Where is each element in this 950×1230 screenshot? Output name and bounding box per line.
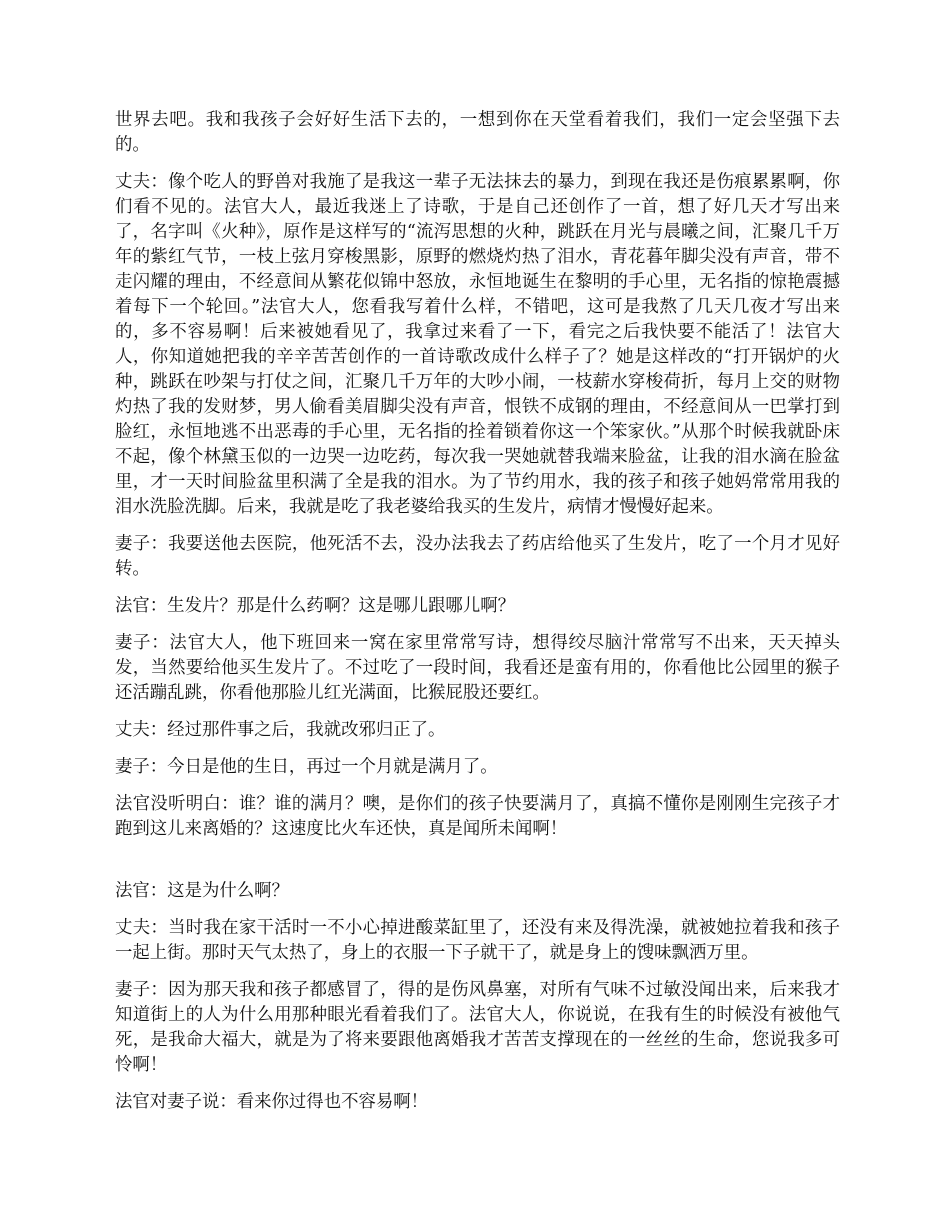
paragraph-judge-confused: 法官没听明白：谁？谁的满月？噢，是你们的孩子快要满月了，真搞不懂你是刚刚生完孩子才跑到这儿来离婚的？这速度比火车还快，真是闻所未闻啊！ — [115, 794, 840, 839]
paragraph-wife-cold: 妻子：因为那天我和孩子都感冒了，得的是伤风鼻塞，对所有气味不过敏没闻出来，后来我才知道街上的人为什么用那种眼光看着我们了。法官大人，你说说，在我有生的时候没有被他气死，是我命大福大，就是为了将来要跟他离婚我才苦苦支撑现在的一丝丝的生命，您说我多可怜啊！ — [115, 980, 840, 1075]
paragraph-continuation: 世界去吧。我和我孩子会好好生活下去的，一想到你在天堂看着我们，我们一定会坚强下去的。 — [115, 110, 840, 155]
document-body — [115, 108, 840, 1127]
paragraph-wife-explanation: 妻子：法官大人，他下班回来一窝在家里常常写诗，想得绞尽脑汁常常写不出来，天天掉头发，当然要给他买生发片了。不过吃了一段时间，我看还是蛮有用的，你看他比公园里的猴子还活蹦乱跳，你看他那脸儿红光满面，比猴屁股还要红。 — [115, 633, 840, 703]
paragraph-judge-question: 法官：生发片？那是什么药啊？这是哪儿跟哪儿啊？ — [115, 596, 515, 616]
paragraph-wife-birthday: 妻子：今日是他的生日，再过一个月就是满月了。 — [115, 757, 498, 777]
paragraph-judge-to-wife: 法官对妻子说：看来你过得也不容易啊！ — [115, 1092, 429, 1112]
paragraph-judge-why: 法官：这是为什么啊？ — [115, 881, 289, 901]
paragraph-husband-pickle-jar: 丈夫：当时我在家干活时一不小心掉进酸菜缸里了，还没有来及得洗澡，就被她拉着我和孩子一起上街。那时天气太热了，身上的衣服一下子就干了，就是身上的馊味飘洒万里。 — [115, 918, 840, 963]
paragraph-husband-poem: 丈夫：像个吃人的野兽对我施了是我这一辈子无法抹去的暴力，到现在我还是伤痕累累啊，你们看不见的。法官大人，最近我迷上了诗歌，于是自己还创作了一首，想了好几天才写出来了，名字叫《火种》，原作是这样写的“流泻思想的火种，跳跃在月光与晨曦之间，汇聚几千万年的紫红气节，一枝上弦月穿梭黑影，原野的燃烧灼热了泪水，青花暮年脚尖没有声音，带不走闪耀的理由，不经意间从繁花似锦中怒放，永恒地诞生在黎明的手心里，无名指的惊艳震撼着每下一个轮回。”法官大人，您看我写着什么样，不错吧，这可是我熬了几天几夜才写出来的，多不容易啊！后来被她看见了，我拿过来看了一下，看完之后我快要不能活了！法官大人，你知道她把我的辛辛苦苦创作的一首诗歌改成什么样子了？她是这样改的“打开锅炉的火种，跳跃在吵架与打仗之间，汇聚几千万年的大吵小闹，一枝薪水穿梭荷折，每月上交的财物灼热了我的发财梦，男人偷看美眉脚尖没有声音，恨铁不成钢的理由，不经意间从一巴掌打到脸红，永恒地逃不出恶毒的手心里，无名指的拴着锁着你这一个笨家伙。”从那个时候我就卧床不起，像个林黛玉似的一边哭一边吃药，每次我一哭她就替我端来脸盆，让我的泪水滴在脸盆里，才一天时间脸盆里积满了全是我的泪水。为了节约用水，我的孩子和孩子她妈常常用我的泪水洗脸洗脚。后来，我就是吃了我老婆给我买的生发片，病情才慢慢好起来。 — [115, 172, 840, 517]
paragraph-husband-reform: 丈夫：经过那件事之后，我就改邪归正了。 — [115, 720, 446, 740]
paragraph-wife-hospital: 妻子：我要送他去医院，他死活不去，没办法我去了药店给他买了生发片，吃了一个月才见好转。 — [115, 534, 840, 579]
